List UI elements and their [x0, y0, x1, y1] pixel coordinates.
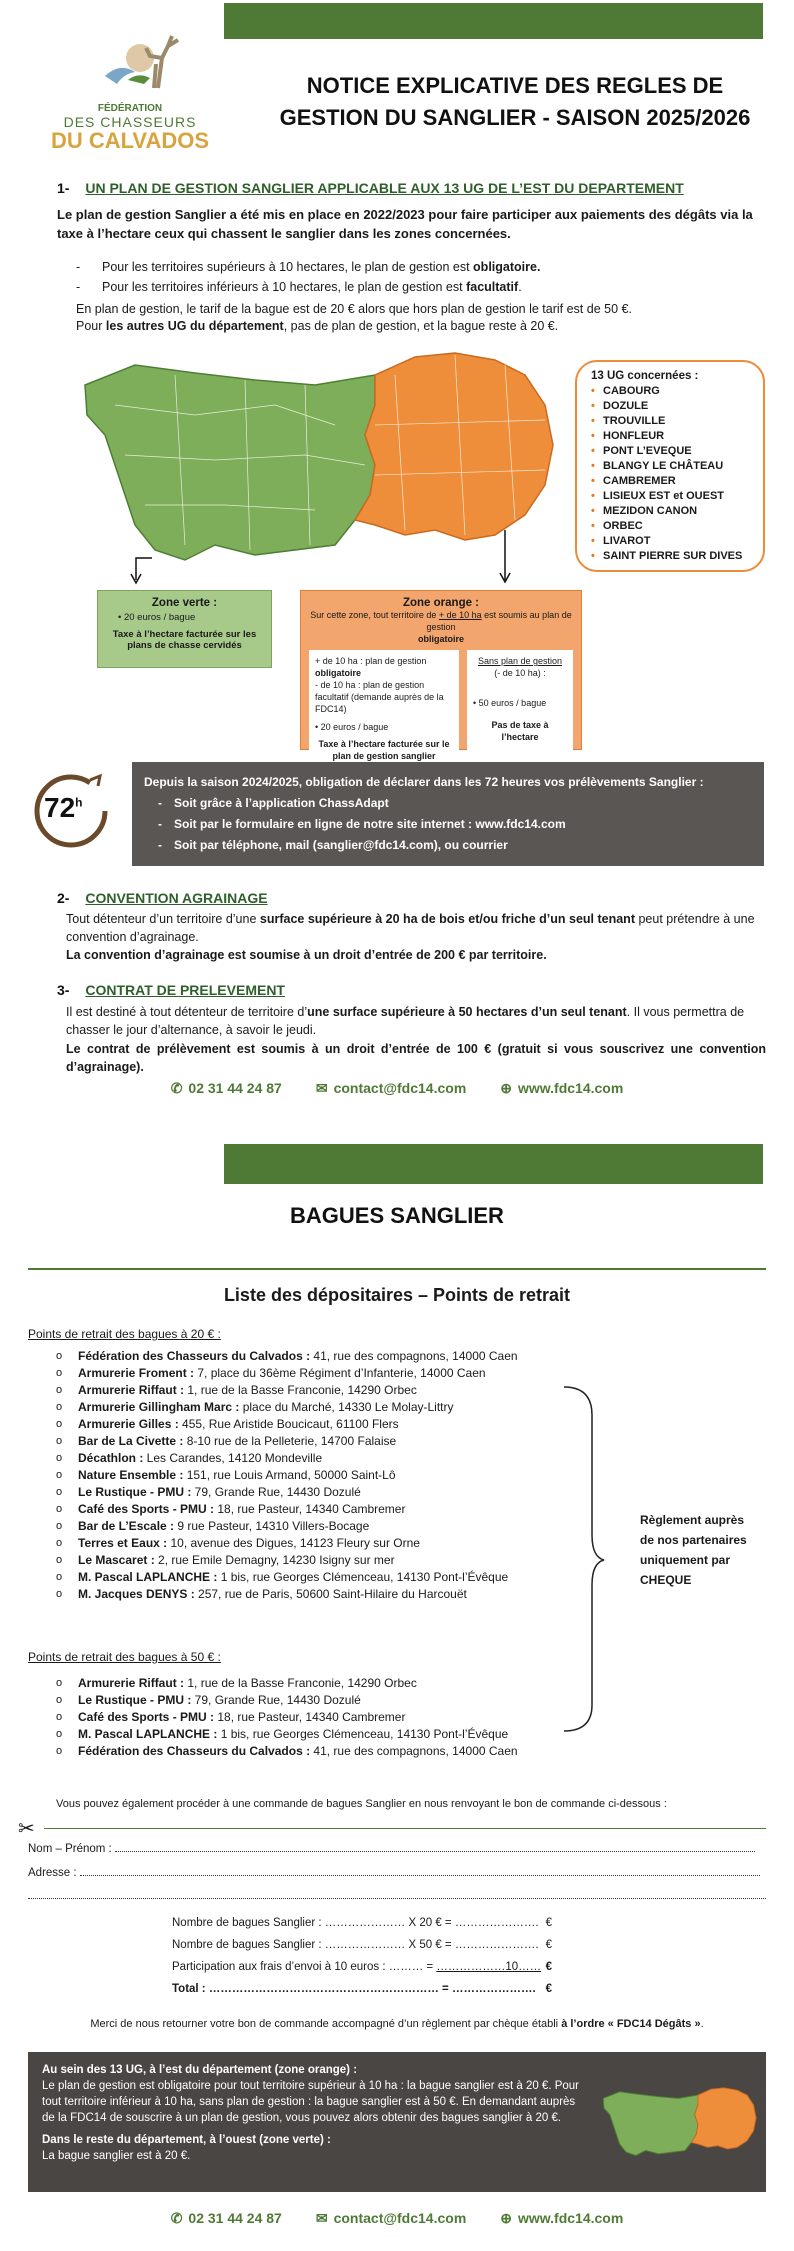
depositaire-item	[36, 1365, 596, 1382]
contact-phone-2[interactable]	[171, 2210, 282, 2227]
depositaire-address: 7, place du 36ème Régiment d’Infanterie, 14000 Caen	[194, 1366, 486, 1380]
line4-b: les autres UG du département	[105, 319, 284, 333]
depositaire-name: Le Rustique - PMU :	[78, 1485, 192, 1499]
section2-title: CONVENTION AGRAINAGE	[85, 890, 268, 906]
section1-intro: Le plan de gestion Sanglier a été mis en place en 2022/2023 pour faire participer aux paiements des dégâts via la taxe à l’hectare ceux qui chassent le sanglier dans les zones concernées.	[57, 207, 753, 241]
web-text: www.fdc14.com	[518, 1080, 624, 1096]
ug-item: • PONT L’EVEQUE	[591, 444, 749, 459]
section1-bullets	[76, 257, 766, 297]
depositaire-item	[36, 1535, 596, 1552]
left-tax: Taxe à l’hectare facturée sur le plan de gestion sanglier	[318, 739, 450, 761]
ug-item: • ORBEC	[591, 519, 749, 534]
order-row-20[interactable]	[172, 1912, 552, 1934]
s3-p1-c: . Il vous permettra de chasser le jour d’alternance, à savoir le jeudi.	[66, 1005, 745, 1037]
depositaire-address: 455, Rue Aristide Boucicaut, 61100 Flers	[178, 1417, 399, 1431]
order-row-shipping	[172, 1956, 552, 1978]
depositaire-name: Armurerie Riffaut :	[78, 1676, 185, 1690]
depositaire-name: Nature Ensemble :	[78, 1468, 184, 1482]
zone-green-card	[97, 590, 272, 668]
zone-orange-card	[300, 590, 582, 761]
right-sub: (- de 10 ha) :	[494, 668, 546, 678]
depositaire-address: 1, rue de la Basse Franconie, 14290 Orbec	[184, 1383, 417, 1397]
ug-item: • TROUVILLE	[591, 414, 749, 429]
header-green-bar	[224, 3, 763, 39]
depositaire-item	[36, 1450, 596, 1467]
declaration-item: - Soit grâce à l’application ChassAdapt	[144, 793, 752, 814]
depositaire-name: Café des Sports - PMU :	[78, 1502, 215, 1516]
section2-p2: La convention d’agrainage est soumise à un droit d’entrée de 200 € par territoire.	[66, 948, 547, 962]
logo-line1: FÉDÉRATION	[97, 103, 163, 114]
phone-text-2: 02 31 44 24 87	[188, 2210, 282, 2226]
section2-num: 2-	[57, 890, 70, 906]
title-line1: NOTICE EXPLICATIVE DES REGLES DE	[306, 73, 724, 98]
row1-euro: €	[545, 1917, 552, 1929]
return-note	[0, 2018, 794, 2030]
contact-email-2[interactable]	[316, 2210, 466, 2227]
depositaire-name: M. Jacques DENYS :	[78, 1587, 195, 1601]
badge-72h	[30, 770, 112, 852]
right-price: • 50 euros / bague	[473, 698, 547, 708]
zone-orange-sub	[309, 609, 573, 645]
right-price-text: 50 euros / bague	[478, 698, 547, 708]
contact-row-bottom	[0, 2210, 794, 2227]
ug-item: • HONFLEUR	[591, 429, 749, 444]
depositaire-item	[36, 1382, 596, 1399]
left-c: - de 10 ha : plan de gestion facultatif (demande auprès de la FDC14)	[315, 680, 444, 714]
ug-item: • CABOURG	[591, 384, 749, 399]
depositaire-item	[36, 1675, 596, 1692]
title-line2: GESTION DU SANGLIER - SAISON 2025/2026	[279, 105, 751, 130]
row2-text: Nombre de bagues Sanglier : ………………… X 50 € = ………………….	[172, 1939, 539, 1951]
depositaire-address: 41, rue des compagnons, 14000 Caen	[310, 1349, 518, 1363]
depositaire-address: 257, rue de Paris, 50600 Saint-Hilaire du Harcouët	[194, 1587, 467, 1601]
page2-divider	[28, 1268, 766, 1270]
line4-c: , pas de plan de gestion, et la bague reste à 20 €.	[283, 319, 559, 333]
logo-line2: DES CHASSEURS	[63, 114, 197, 130]
depositaires-title: Liste des dépositaires – Points de retrait	[223, 1285, 571, 1305]
zone-green-price: • 20 euros / bague	[118, 612, 196, 623]
depositaire-address: Les Carandes, 14120 Mondeville	[143, 1451, 323, 1465]
ug-item: • BLANGY LE CHÂTEAU	[591, 459, 749, 474]
calvados-map	[75, 345, 565, 570]
depositaire-address: 79, Grande Rue, 14430 Dozulé	[191, 1693, 361, 1707]
depositaire-name: Terres et Eaux :	[78, 1536, 168, 1550]
depositaire-name: M. Pascal LAPLANCHE :	[78, 1727, 218, 1741]
page2-green-bar	[224, 1144, 763, 1184]
orange-sub-c: est soumis au plan de gestion	[426, 610, 572, 632]
globe-icon: ⊕	[500, 2210, 512, 2226]
bullet-facultatif	[76, 277, 766, 297]
contact-web-2[interactable]	[500, 2210, 623, 2227]
bullet2-end: .	[518, 280, 522, 294]
ug-item: • LISIEUX EST et OUEST	[591, 489, 749, 504]
list50	[36, 1675, 596, 1760]
depositaire-name: Fédération des Chasseurs du Calvados :	[78, 1349, 311, 1363]
depositaire-address: 18, rue Pasteur, 14340 Cambremer	[214, 1710, 406, 1724]
depositaire-item	[36, 1586, 596, 1603]
depositaire-item	[36, 1501, 596, 1518]
bullet1-text: Pour les territoires supérieurs à 10 hectares, le plan de gestion est	[102, 260, 474, 274]
s3-p1-b: une surface supérieure à 50 hectares d’un seul tenant	[307, 1005, 627, 1019]
left-price: • 20 euros / bague	[315, 722, 389, 732]
depositaire-name: Café des Sports - PMU :	[78, 1710, 215, 1724]
declaration-box	[132, 762, 764, 866]
orange-sub-d: obligatoire	[417, 634, 464, 644]
section3-p2: Le contrat de prélèvement est soumis à un droit d’entrée de 100 € (gratuit si vous souscrivez une convention d’agrainage).	[66, 1042, 766, 1074]
bullet1-bold: obligatoire.	[473, 260, 541, 274]
zone-green-title: Zone verte :	[151, 597, 218, 609]
depositaire-address: 9 rue Pasteur, 14310 Villers-Bocage	[174, 1519, 370, 1533]
section3-num: 3-	[57, 982, 70, 998]
depositaire-item	[36, 1692, 596, 1709]
row4-text: Total : …………………………………………………… = ………………….	[172, 1983, 536, 1995]
cheque-note: Règlement auprès de nos partenaires uniquement par CHEQUE	[640, 1513, 747, 1587]
web-text-2: www.fdc14.com	[518, 2210, 624, 2226]
depositaire-item	[36, 1709, 596, 1726]
mail-icon: ✉	[315, 1080, 328, 1096]
contact-email[interactable]	[316, 1080, 466, 1097]
declaration-item: - Soit par téléphone, mail (sanglier@fdc14.com), ou courrier	[144, 835, 752, 856]
ug-item: • DOZULE	[591, 399, 749, 414]
address-field[interactable]	[28, 1862, 766, 1884]
depositaire-address: 79, Grande Rue, 14430 Dozulé	[191, 1485, 361, 1499]
box-p2: La bague sanglier est à 20 €.	[42, 2150, 191, 2162]
bullet2-bold: facultatif	[466, 280, 519, 294]
section2-heading	[57, 890, 268, 906]
email-text: contact@fdc14.com	[333, 1080, 467, 1096]
s2-p1-c: peut prétendre à une convention d’agrainage.	[66, 912, 755, 944]
depositaire-address: 1 bis, rue Georges Clémenceau, 14130 Pont-l’Évêque	[217, 1727, 509, 1741]
contact-web[interactable]	[500, 1080, 623, 1097]
ug-concerned-box	[575, 360, 765, 572]
row3-b: ………………10……	[436, 1961, 542, 1973]
badge-unit: h	[75, 795, 83, 810]
section1-num: 1-	[57, 180, 70, 196]
declaration-list	[144, 793, 752, 856]
scissors-icon: ✂	[18, 1818, 35, 1840]
depositaire-item	[36, 1416, 596, 1433]
depositaire-name: Armurerie Riffaut :	[78, 1383, 185, 1397]
orange-sub-b: + de 10 ha	[438, 610, 482, 620]
brace-icon	[560, 1385, 610, 1735]
box-h1: Au sein des 13 UG, à l’est du département (zone orange) :	[42, 2064, 358, 2076]
list20	[36, 1348, 596, 1603]
depositaire-item	[36, 1743, 596, 1760]
depositaire-item	[36, 1467, 596, 1484]
contact-phone[interactable]	[171, 1080, 282, 1097]
depositaire-name: Décathlon :	[78, 1451, 144, 1465]
section3-p1	[66, 1003, 766, 1039]
page2-title: BAGUES SANGLIER	[290, 1203, 504, 1228]
row3-a: Participation aux frais d’envoi à 10 euros : ……… =	[172, 1961, 437, 1973]
name-field[interactable]	[28, 1838, 766, 1860]
depositaire-item	[36, 1552, 596, 1569]
depositaire-address: 8-10 rue de la Pelleterie, 14700 Falaise	[183, 1434, 397, 1448]
phone-text: 02 31 44 24 87	[188, 1080, 282, 1096]
order-row-50[interactable]	[172, 1934, 552, 1956]
list20-title: Points de retrait des bagues à 20 € :	[28, 1327, 221, 1341]
section1-title: UN PLAN DE GESTION SANGLIER APPLICABLE AUX 13 UG DE L’EST DU DEPARTEMENT	[85, 180, 684, 196]
depositaire-address: 10, avenue des Digues, 14123 Fleury sur Orne	[167, 1536, 420, 1550]
left-price-text: 20 euros / bague	[320, 722, 389, 732]
return-b: à l’ordre « FDC14 Dégâts »	[561, 2018, 701, 2030]
depositaire-address: 1 bis, rue Georges Clémenceau, 14130 Pont-l’Évêque	[217, 1570, 509, 1584]
section1-heading	[57, 180, 684, 196]
depositaire-address: 41, rue des compagnons, 14000 Caen	[310, 1744, 518, 1758]
orange-with-plan	[309, 650, 459, 761]
depositaire-item	[36, 1399, 596, 1416]
zone-orange-title: Zone orange :	[402, 597, 480, 609]
map-orange-zone	[355, 353, 553, 540]
s2-p1-b: surface supérieure à 20 ha de bois et/ou friche d’un seul tenant	[259, 912, 635, 926]
order-form	[172, 1912, 552, 2000]
bullet-obligatoire	[76, 257, 766, 277]
depositaire-name: Armurerie Gilles :	[78, 1417, 179, 1431]
page-title	[250, 70, 780, 134]
depositaire-item	[36, 1518, 596, 1535]
arrow-left-icon	[130, 556, 160, 586]
bullet2-text: Pour les territoires inférieurs à 10 hectares, le plan de gestion est	[102, 280, 467, 294]
section1-tarif: En plan de gestion, le tarif de la bague est de 20 € alors que hors plan de gestion le tarif est de 50 €.	[76, 302, 632, 316]
depositaire-name: Armurerie Gillingham Marc :	[78, 1400, 240, 1414]
depositaire-name: Le Rustique - PMU :	[78, 1693, 192, 1707]
list50-title: Points de retrait des bagues à 50 € :	[28, 1650, 221, 1664]
row3-euro: €	[545, 1961, 552, 1973]
phone-icon: ✆	[170, 2210, 183, 2226]
logo-line3: DU CALVADOS	[50, 128, 210, 153]
depositaire-address: 1, rue de la Basse Franconie, 14290 Orbec	[184, 1676, 417, 1690]
deer-logo-icon	[50, 28, 230, 98]
cut-line	[44, 1828, 766, 1829]
map-green-zone	[85, 365, 375, 560]
depositaire-address: 18, rue Pasteur, 14340 Cambremer	[214, 1502, 406, 1516]
address-label: Adresse :	[28, 1867, 77, 1879]
orange-sub-a: Sur cette zone, tout territoire de	[310, 610, 439, 620]
fdc-logo	[50, 28, 230, 153]
depositaire-item	[36, 1726, 596, 1743]
section1-other-ug	[76, 317, 766, 335]
name-label: Nom – Prénom :	[28, 1843, 112, 1855]
orange-without-plan	[467, 650, 573, 750]
address-line2[interactable]	[28, 1898, 766, 1899]
depositaire-name: Bar de L’Escale :	[78, 1519, 175, 1533]
globe-icon: ⊕	[500, 1080, 512, 1096]
mail-icon: ✉	[315, 2210, 328, 2226]
left-a: + de 10 ha : plan de gestion	[315, 656, 427, 666]
row1-text: Nombre de bagues Sanglier : ………………… X 20 € = ………………….	[172, 1917, 539, 1929]
order-row-total[interactable]	[172, 1978, 552, 2000]
ug-item: • MEZIDON CANON	[591, 504, 749, 519]
row4-euro: €	[545, 1983, 552, 1995]
s2-p1-a: Tout détenteur d’un territoire d’une	[66, 912, 260, 926]
right-tax: Pas de taxe à l’hectare	[491, 720, 549, 742]
name-line[interactable]	[115, 1851, 755, 1852]
section3-heading	[57, 982, 285, 998]
order-intro: Vous pouvez également procéder à une commande de bagues Sanglier en nous renvoyant le bon de commande ci-dessous :	[56, 1798, 667, 1810]
ug-box-title: 13 UG concernées :	[591, 370, 699, 382]
ug-item: • SAINT PIERRE SUR DIVES	[591, 549, 749, 564]
section2-p1	[66, 910, 766, 946]
box-h2: Dans le reste du département, à l’ouest (zone verte) :	[42, 2134, 331, 2146]
line4-a: Pour	[76, 319, 106, 333]
zone-green-tax: Taxe à l’hectare facturée sur les plans de chasse cervidés	[112, 629, 257, 651]
depositaire-name: Bar de La Civette :	[78, 1434, 184, 1448]
declaration-item: - Soit par le formulaire en ligne de notre site internet : www.fdc14.com	[144, 814, 752, 835]
depositaire-item	[36, 1569, 596, 1586]
depositaire-name: M. Pascal LAPLANCHE :	[78, 1570, 218, 1584]
arrow-down-icon	[495, 530, 515, 585]
depositaire-item	[36, 1484, 596, 1501]
section3-title: CONTRAT DE PRELEVEMENT	[85, 982, 285, 998]
address-line[interactable]	[80, 1875, 760, 1876]
mini-map	[600, 2062, 760, 2182]
right-title: Sans plan de gestion	[477, 656, 563, 666]
ug-item: • CAMBREMER	[591, 474, 749, 489]
depositaire-address: place du Marché, 14330 Le Molay-Littry	[239, 1400, 454, 1414]
badge-number: 72	[44, 792, 76, 823]
contact-row-top	[0, 1080, 794, 1097]
depositaire-name: Armurerie Froment :	[78, 1366, 195, 1380]
left-b: obligatoire	[315, 668, 362, 678]
row2-euro: €	[545, 1939, 552, 1951]
depositaire-address: 151, rue Louis Armand, 50000 Saint-Lô	[183, 1468, 396, 1482]
depositaire-name: Fédération des Chasseurs du Calvados :	[78, 1744, 311, 1758]
depositaire-address: 2, rue Emile Demagny, 14230 Isigny sur mer	[154, 1553, 395, 1567]
depositaire-name: Le Mascaret :	[78, 1553, 155, 1567]
phone-icon: ✆	[170, 1080, 183, 1096]
box-p1: Le plan de gestion est obligatoire pour tout territoire supérieur à 10 ha : la bague sanglier est à 20 €. Pour tout territoire inférieur à 10 ha, sans plan de gestion : la bague sanglier est à 50 €. En demandant auprès de la FDC14 de souscrire à un plan de gestion, vous pouvez alors obtenir des bagues sanglier à 20 €.	[42, 2080, 580, 2124]
return-a: Merci de nous retourner votre bon de commande accompagné d’un règlement par chèque établi	[90, 2018, 562, 2030]
ug-list	[591, 384, 749, 564]
email-text-2: contact@fdc14.com	[333, 2210, 467, 2226]
depositaire-item	[36, 1348, 596, 1365]
return-c: .	[700, 2018, 704, 2030]
depositaire-item	[36, 1433, 596, 1450]
ug-item: • LIVAROT	[591, 534, 749, 549]
declaration-intro: Depuis la saison 2024/2025, obligation de déclarer dans les 72 heures vos prélèvements Sanglier :	[144, 775, 704, 789]
s3-p1-a: Il est destiné à tout détenteur de territoire d’	[66, 1005, 308, 1019]
